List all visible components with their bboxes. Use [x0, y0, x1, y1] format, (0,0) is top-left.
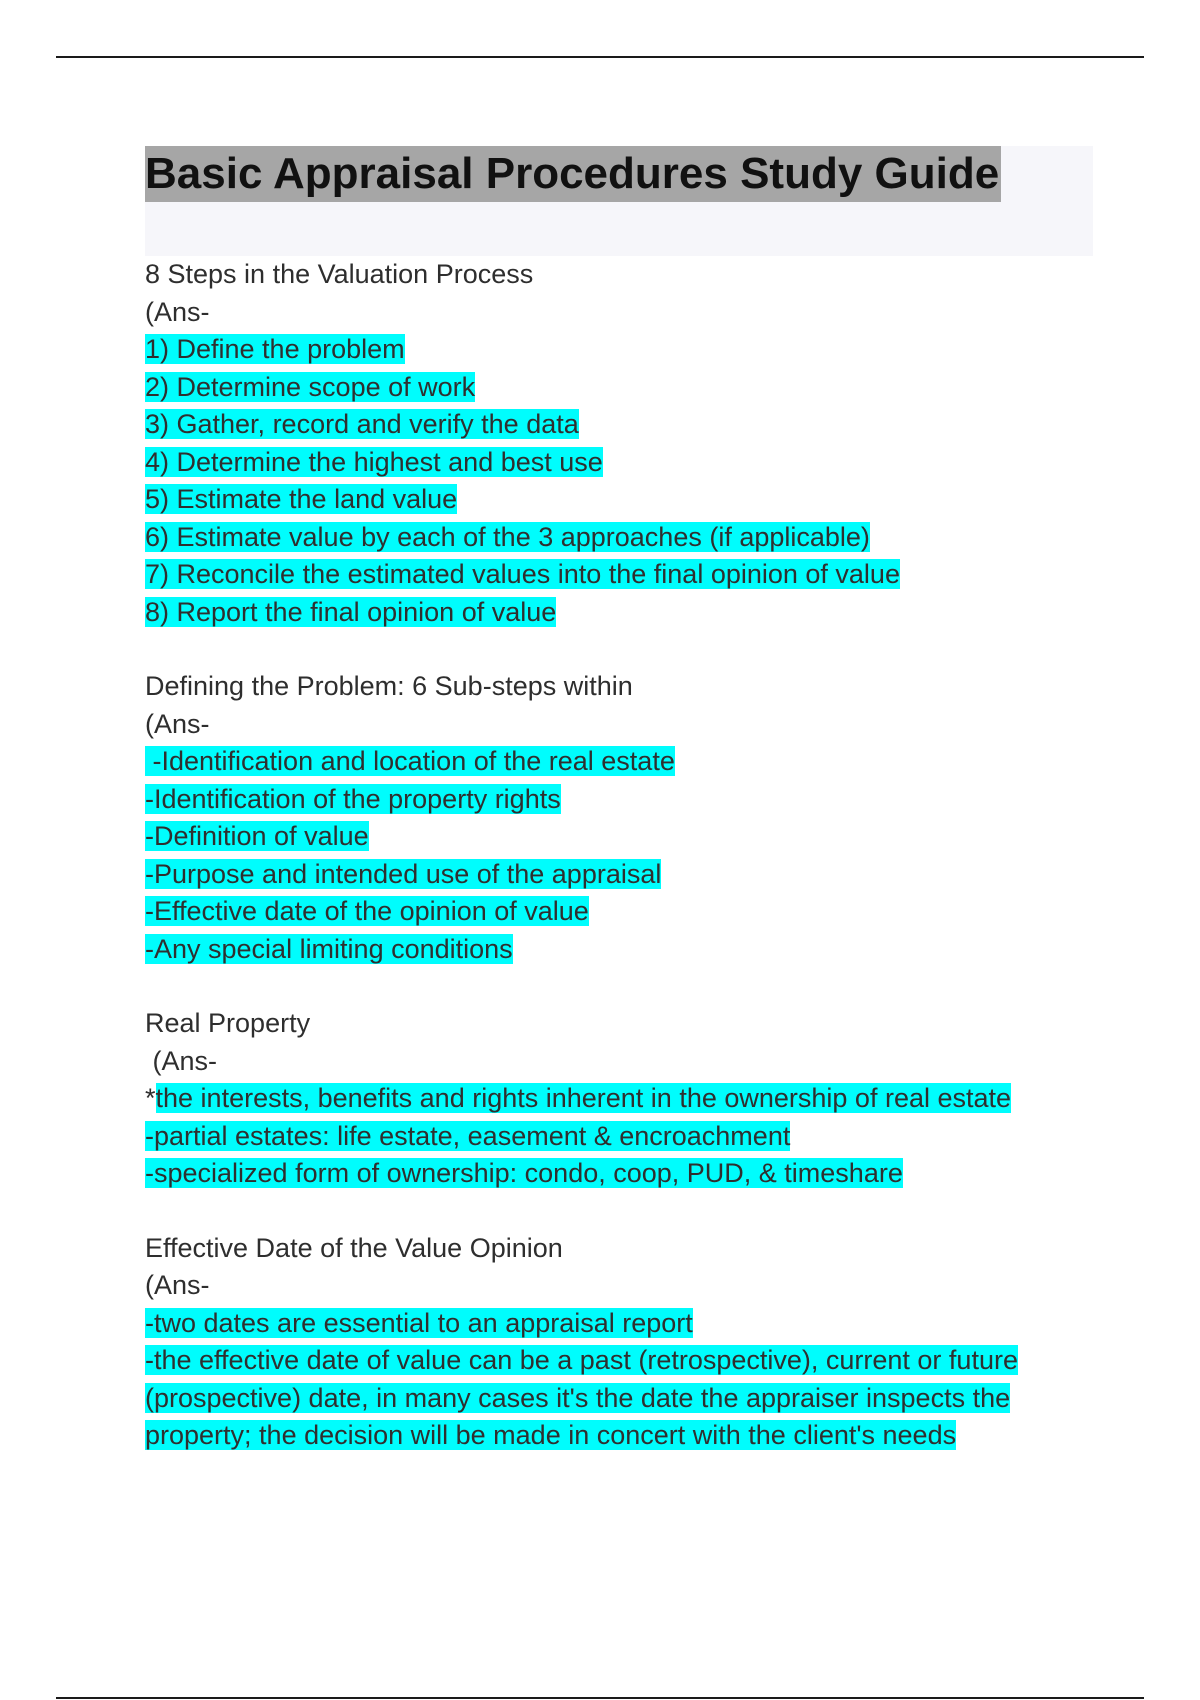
question: Effective Date of the Value Opinion [145, 1232, 563, 1263]
title-band [145, 146, 1093, 256]
section-gap [145, 1193, 1095, 1230]
answer-item: -Effective date of the opinion of value [145, 896, 589, 926]
answer-item: 2) Determine scope of work [145, 371, 476, 402]
section-valuation-steps [145, 256, 1095, 631]
answer-item: 1) Define the problem [145, 334, 405, 364]
answer-item: -Identification of the property rights [145, 783, 561, 814]
answer-prefix: (Ans- [145, 1270, 210, 1300]
answer-item: 5) Estimate the land value [145, 484, 458, 514]
answer-item: 4) Determine the highest and best use [145, 446, 603, 477]
section-gap [145, 968, 1095, 1005]
answer-prefix: (Ans- [145, 1045, 218, 1076]
answer-item: -Definition of value [145, 821, 369, 851]
answer-item: -Purpose and intended use of the appraisal [145, 858, 662, 889]
answer-item: -Identification and location of the real estate [145, 746, 675, 776]
answer-item: property; the decision will be made in concert with the client's needs [145, 1420, 957, 1450]
section-real-property [145, 1005, 1095, 1193]
answer-item: -the effective date of value can be a past (retrospective), current or future [145, 1345, 1018, 1375]
top-rule [56, 56, 1144, 58]
answer-item: -two dates are essential to an appraisal report [145, 1307, 693, 1338]
answer-item: 6) Estimate value by each of the 3 approaches (if applicable) [145, 521, 870, 552]
answer-item: (prospective) date, in many cases it's the date the appraiser inspects the [145, 1382, 1011, 1413]
document-body [145, 146, 1095, 1455]
answer-item: -specialized form of ownership: condo, coop, PUD, & timeshare [145, 1158, 903, 1188]
bullet-asterisk: * [145, 1083, 156, 1113]
answer-item: -Any special limiting conditions [145, 933, 513, 964]
answer-prefix: (Ans- [145, 708, 210, 739]
section-defining-problem [145, 668, 1095, 968]
answer-prefix: (Ans- [145, 296, 210, 327]
answer-item: the interests, benefits and rights inherent in the ownership of real estate [155, 1083, 1012, 1113]
document-title: Basic Appraisal Procedures Study Guide [145, 146, 1001, 202]
section-effective-date [145, 1230, 1095, 1455]
bottom-rule [56, 1697, 1144, 1699]
question: Defining the Problem: 6 Sub-steps within [145, 671, 633, 701]
question: 8 Steps in the Valuation Process [145, 259, 534, 289]
answer-item: 7) Reconcile the estimated values into the final opinion of value [145, 559, 900, 589]
answer-item: 3) Gather, record and verify the data [145, 409, 579, 439]
answer-item: -partial estates: life estate, easement & encroachment [145, 1120, 791, 1151]
section-gap [145, 631, 1095, 668]
question: Real Property [145, 1008, 311, 1038]
answer-item: 8) Report the final opinion of value [145, 596, 557, 627]
